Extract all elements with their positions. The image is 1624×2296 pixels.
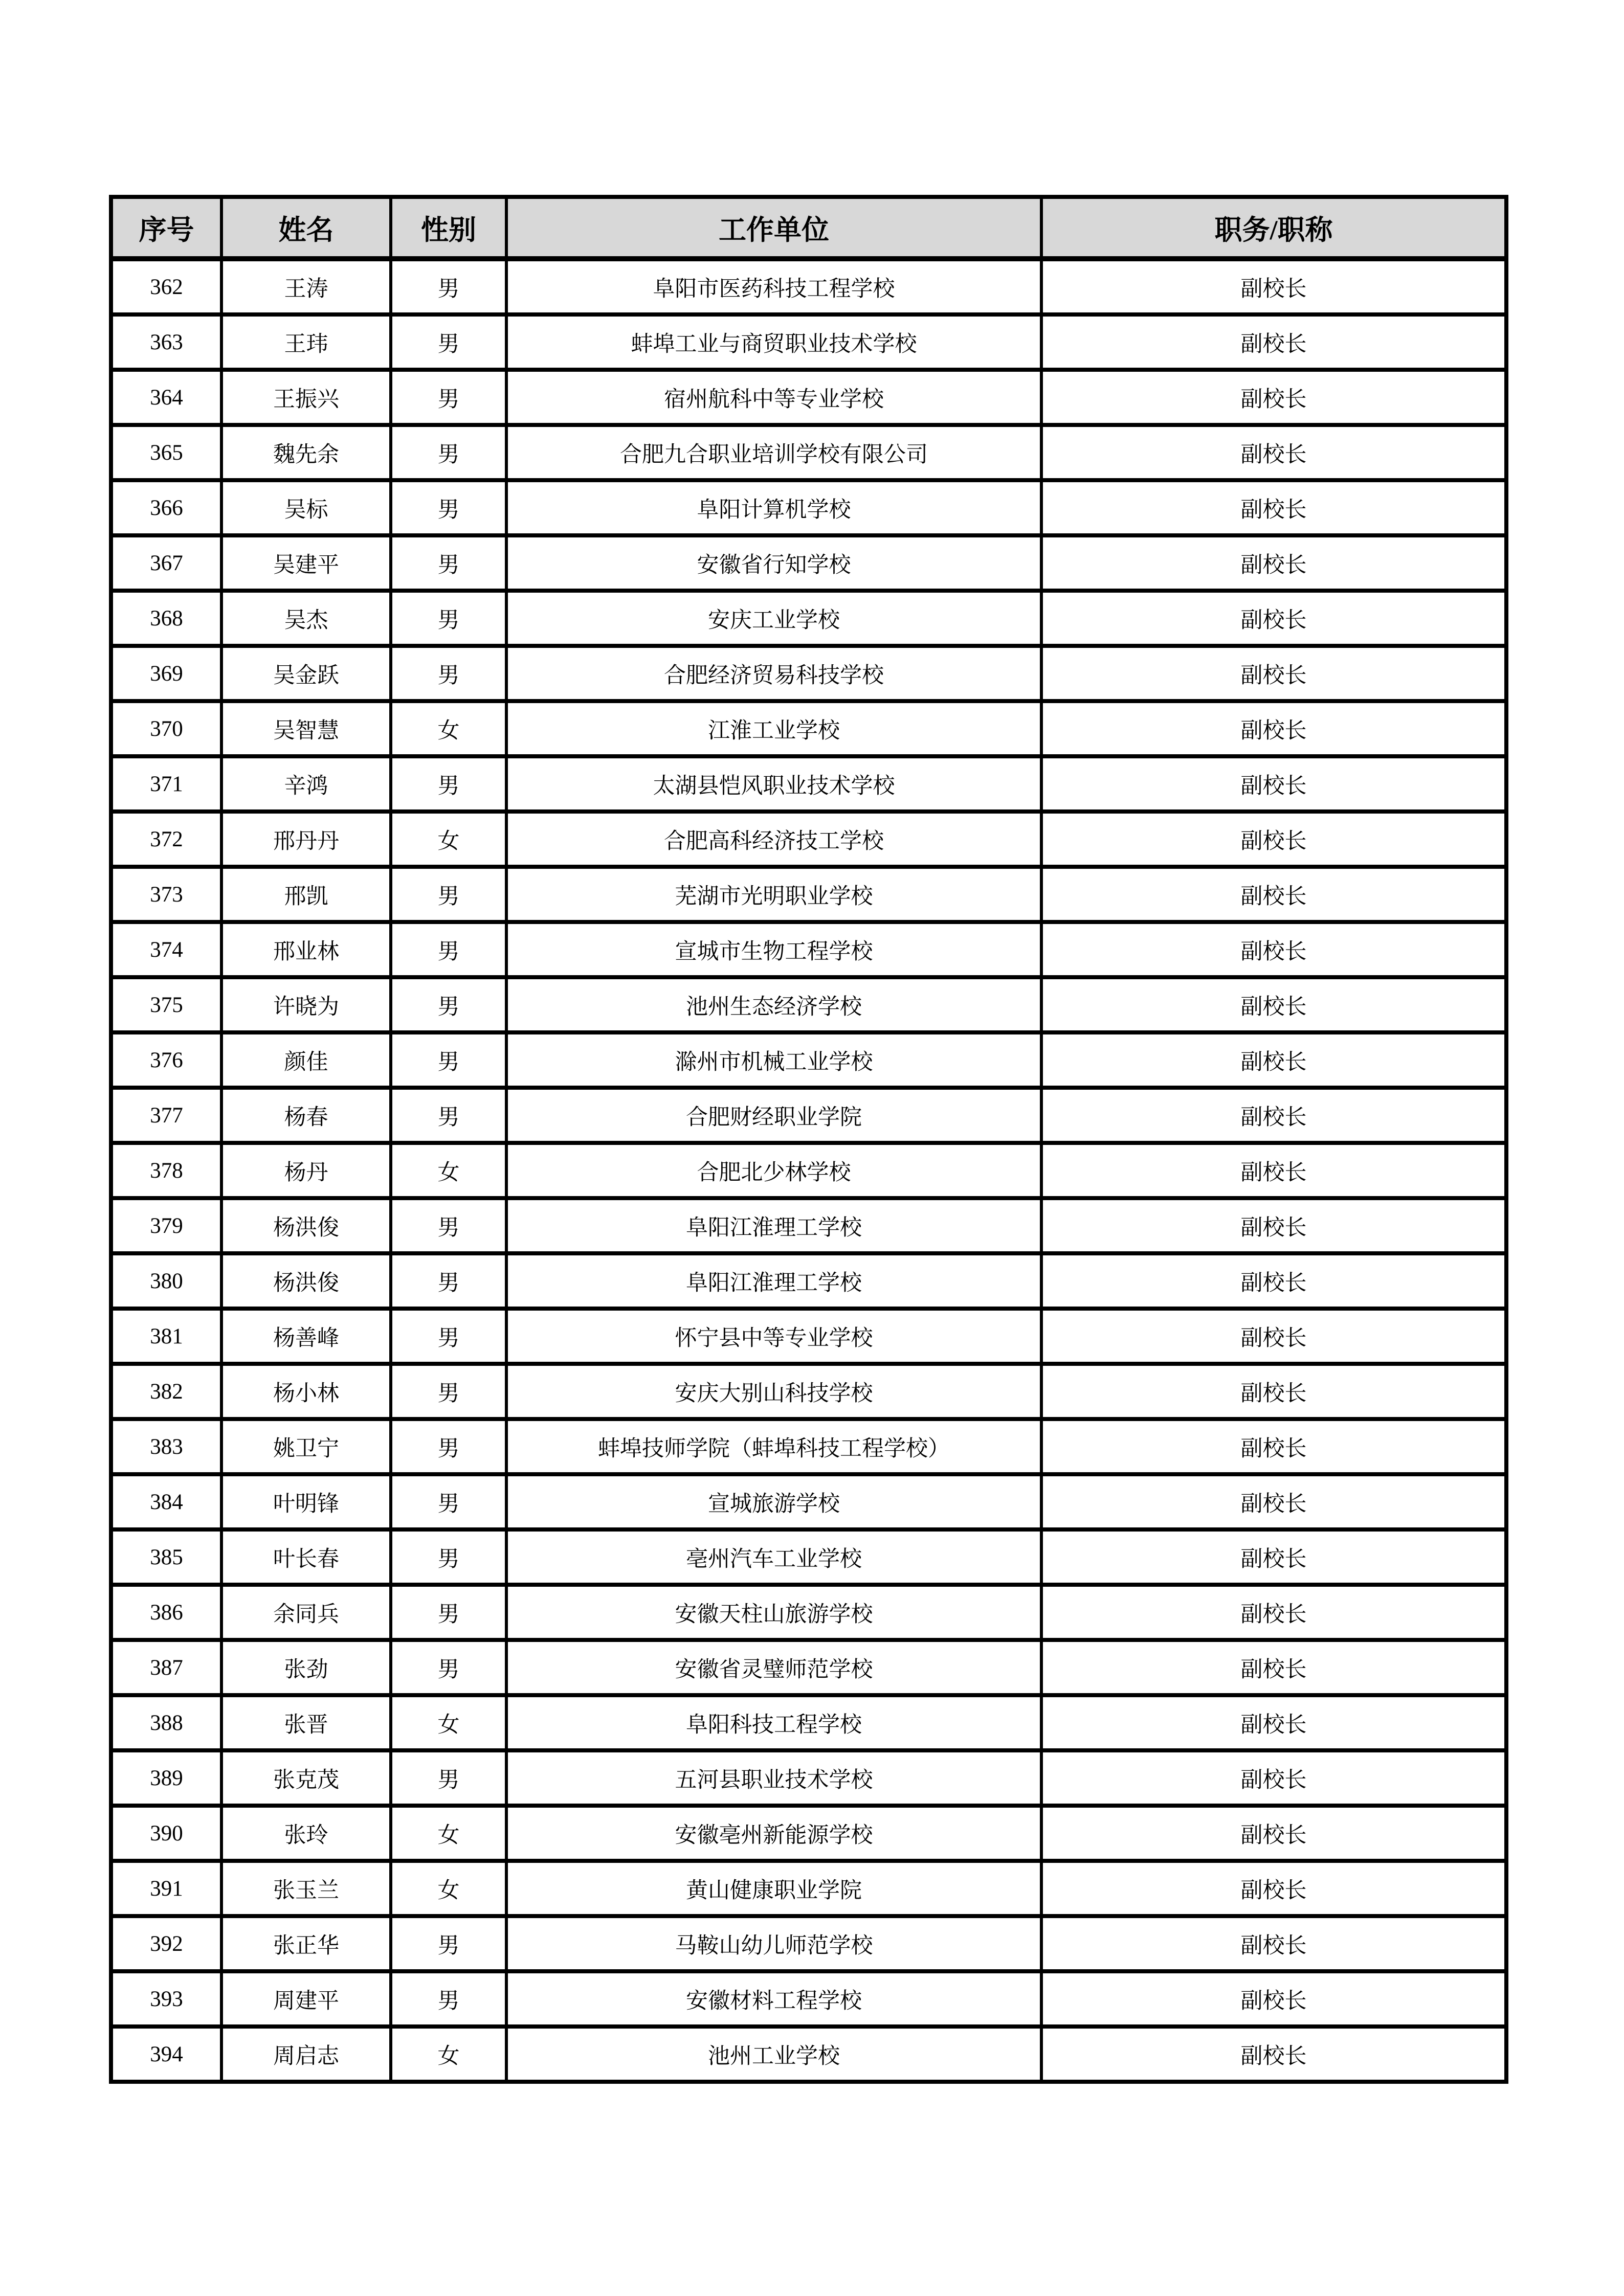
gender-cell: 男 (391, 480, 506, 535)
index-cell: 364 (111, 370, 221, 425)
table-row (111, 314, 1506, 370)
name-cell: 王涛 (221, 259, 391, 314)
gender-cell: 女 (391, 812, 506, 867)
gender-cell: 男 (391, 1640, 506, 1695)
index-cell: 366 (111, 480, 221, 535)
index-cell: 390 (111, 1806, 221, 1861)
table-row (111, 1419, 1506, 1474)
index-cell: 379 (111, 1198, 221, 1253)
gender-cell: 男 (391, 1309, 506, 1364)
unit-cell: 滁州市机械工业学校 (506, 1032, 1041, 1088)
table-row (111, 1861, 1506, 1916)
unit-cell: 宣城旅游学校 (506, 1474, 1041, 1529)
title-cell: 副校长 (1041, 425, 1506, 480)
unit-cell: 江淮工业学校 (506, 701, 1041, 756)
index-cell: 388 (111, 1695, 221, 1750)
name-cell: 张劲 (221, 1640, 391, 1695)
table-row (111, 1971, 1506, 2027)
index-cell: 375 (111, 977, 221, 1032)
title-cell: 副校长 (1041, 259, 1506, 314)
unit-cell: 芜湖市光明职业学校 (506, 867, 1041, 922)
unit-cell: 池州生态经济学校 (506, 977, 1041, 1032)
gender-cell: 男 (391, 977, 506, 1032)
name-cell: 姚卫宁 (221, 1419, 391, 1474)
gender-cell: 女 (391, 1861, 506, 1916)
gender-cell: 女 (391, 1143, 506, 1198)
unit-cell: 阜阳江淮理工学校 (506, 1253, 1041, 1309)
title-cell: 副校长 (1041, 1474, 1506, 1529)
table-row (111, 646, 1506, 701)
index-cell: 381 (111, 1309, 221, 1364)
gender-cell: 男 (391, 370, 506, 425)
name-cell: 杨善峰 (221, 1309, 391, 1364)
gender-cell: 男 (391, 314, 506, 370)
index-cell: 374 (111, 922, 221, 977)
unit-cell: 阜阳计算机学校 (506, 480, 1041, 535)
table-row (111, 701, 1506, 756)
name-cell: 吴杰 (221, 591, 391, 646)
unit-cell: 马鞍山幼儿师范学校 (506, 1916, 1041, 1971)
table-row (111, 370, 1506, 425)
gender-cell: 男 (391, 1364, 506, 1419)
table-row (111, 812, 1506, 867)
name-cell: 杨洪俊 (221, 1198, 391, 1253)
title-cell: 副校长 (1041, 1143, 1506, 1198)
table-row (111, 867, 1506, 922)
column-header-name: 姓名 (221, 197, 391, 259)
table-row (111, 1198, 1506, 1253)
name-cell: 吴智慧 (221, 701, 391, 756)
personnel-table (109, 195, 1508, 2084)
index-cell: 387 (111, 1640, 221, 1695)
name-cell: 邢凯 (221, 867, 391, 922)
title-cell: 副校长 (1041, 646, 1506, 701)
name-cell: 吴建平 (221, 535, 391, 591)
title-cell: 副校长 (1041, 1971, 1506, 2027)
title-cell: 副校长 (1041, 1640, 1506, 1695)
title-cell: 副校长 (1041, 1364, 1506, 1419)
index-cell: 389 (111, 1750, 221, 1806)
table-row (111, 1309, 1506, 1364)
table-row (111, 2027, 1506, 2082)
title-cell: 副校长 (1041, 480, 1506, 535)
column-header-gender: 性别 (391, 197, 506, 259)
name-cell: 魏先余 (221, 425, 391, 480)
name-cell: 邢丹丹 (221, 812, 391, 867)
title-cell: 副校长 (1041, 1806, 1506, 1861)
unit-cell: 蚌埠工业与商贸职业技术学校 (506, 314, 1041, 370)
title-cell: 副校长 (1041, 1419, 1506, 1474)
title-cell: 副校长 (1041, 867, 1506, 922)
index-cell: 377 (111, 1088, 221, 1143)
gender-cell: 男 (391, 1253, 506, 1309)
name-cell: 许晓为 (221, 977, 391, 1032)
index-cell: 373 (111, 867, 221, 922)
title-cell: 副校长 (1041, 2027, 1506, 2082)
index-cell: 383 (111, 1419, 221, 1474)
table-row (111, 480, 1506, 535)
index-cell: 392 (111, 1916, 221, 1971)
name-cell: 余同兵 (221, 1585, 391, 1640)
table-row (111, 1143, 1506, 1198)
title-cell: 副校长 (1041, 1861, 1506, 1916)
index-cell: 362 (111, 259, 221, 314)
gender-cell: 男 (391, 646, 506, 701)
name-cell: 杨洪俊 (221, 1253, 391, 1309)
title-cell: 副校长 (1041, 535, 1506, 591)
name-cell: 张克茂 (221, 1750, 391, 1806)
gender-cell: 男 (391, 1916, 506, 1971)
unit-cell: 合肥北少林学校 (506, 1143, 1041, 1198)
header-row (111, 197, 1506, 259)
name-cell: 吴标 (221, 480, 391, 535)
table-row (111, 535, 1506, 591)
name-cell: 周启志 (221, 2027, 391, 2082)
title-cell: 副校长 (1041, 1032, 1506, 1088)
unit-cell: 黄山健康职业学院 (506, 1861, 1041, 1916)
index-cell: 378 (111, 1143, 221, 1198)
index-cell: 365 (111, 425, 221, 480)
title-cell: 副校长 (1041, 1695, 1506, 1750)
index-cell: 363 (111, 314, 221, 370)
unit-cell: 五河县职业技术学校 (506, 1750, 1041, 1806)
gender-cell: 女 (391, 2027, 506, 2082)
unit-cell: 阜阳科技工程学校 (506, 1695, 1041, 1750)
name-cell: 张玉兰 (221, 1861, 391, 1916)
title-cell: 副校长 (1041, 1916, 1506, 1971)
unit-cell: 合肥经济贸易科技学校 (506, 646, 1041, 701)
index-cell: 380 (111, 1253, 221, 1309)
title-cell: 副校长 (1041, 701, 1506, 756)
gender-cell: 男 (391, 535, 506, 591)
index-cell: 391 (111, 1861, 221, 1916)
index-cell: 385 (111, 1529, 221, 1585)
title-cell: 副校长 (1041, 1198, 1506, 1253)
unit-cell: 阜阳市医药科技工程学校 (506, 259, 1041, 314)
table-row (111, 1585, 1506, 1640)
title-cell: 副校长 (1041, 1309, 1506, 1364)
index-cell: 372 (111, 812, 221, 867)
title-cell: 副校长 (1041, 591, 1506, 646)
gender-cell: 女 (391, 1695, 506, 1750)
unit-cell: 池州工业学校 (506, 2027, 1041, 2082)
table-row (111, 591, 1506, 646)
title-cell: 副校长 (1041, 1750, 1506, 1806)
gender-cell: 男 (391, 1419, 506, 1474)
table-row (111, 922, 1506, 977)
name-cell: 颜佳 (221, 1032, 391, 1088)
unit-cell: 安庆工业学校 (506, 591, 1041, 646)
table-body (111, 259, 1506, 2082)
table-row (111, 1529, 1506, 1585)
name-cell: 张正华 (221, 1916, 391, 1971)
index-cell: 369 (111, 646, 221, 701)
title-cell: 副校长 (1041, 1253, 1506, 1309)
title-cell: 副校长 (1041, 1585, 1506, 1640)
name-cell: 王振兴 (221, 370, 391, 425)
table-row (111, 259, 1506, 314)
name-cell: 吴金跃 (221, 646, 391, 701)
unit-cell: 合肥高科经济技工学校 (506, 812, 1041, 867)
name-cell: 王玮 (221, 314, 391, 370)
column-header-title: 职务/职称 (1041, 197, 1506, 259)
table-row (111, 1750, 1506, 1806)
gender-cell: 男 (391, 1088, 506, 1143)
index-cell: 367 (111, 535, 221, 591)
gender-cell: 男 (391, 1971, 506, 2027)
gender-cell: 男 (391, 1585, 506, 1640)
gender-cell: 男 (391, 922, 506, 977)
unit-cell: 合肥财经职业学院 (506, 1088, 1041, 1143)
gender-cell: 男 (391, 756, 506, 812)
index-cell: 384 (111, 1474, 221, 1529)
unit-cell: 蚌埠技师学院（蚌埠科技工程学校） (506, 1419, 1041, 1474)
unit-cell: 安徽材料工程学校 (506, 1971, 1041, 2027)
gender-cell: 女 (391, 1806, 506, 1861)
unit-cell: 太湖县恺风职业技术学校 (506, 756, 1041, 812)
gender-cell: 男 (391, 425, 506, 480)
name-cell: 周建平 (221, 1971, 391, 2027)
name-cell: 张晋 (221, 1695, 391, 1750)
column-header-unit: 工作单位 (506, 197, 1041, 259)
gender-cell: 女 (391, 701, 506, 756)
name-cell: 辛鸿 (221, 756, 391, 812)
gender-cell: 男 (391, 1750, 506, 1806)
table-row (111, 1032, 1506, 1088)
table-row (111, 1253, 1506, 1309)
unit-cell: 阜阳江淮理工学校 (506, 1198, 1041, 1253)
index-cell: 368 (111, 591, 221, 646)
table-row (111, 1088, 1506, 1143)
table-row (111, 756, 1506, 812)
gender-cell: 男 (391, 1474, 506, 1529)
index-cell: 376 (111, 1032, 221, 1088)
title-cell: 副校长 (1041, 314, 1506, 370)
title-cell: 副校长 (1041, 1088, 1506, 1143)
name-cell: 杨小林 (221, 1364, 391, 1419)
gender-cell: 男 (391, 1032, 506, 1088)
unit-cell: 宣城市生物工程学校 (506, 922, 1041, 977)
index-cell: 386 (111, 1585, 221, 1640)
title-cell: 副校长 (1041, 922, 1506, 977)
unit-cell: 合肥九合职业培训学校有限公司 (506, 425, 1041, 480)
column-header-index: 序号 (111, 197, 221, 259)
title-cell: 副校长 (1041, 977, 1506, 1032)
name-cell: 张玲 (221, 1806, 391, 1861)
name-cell: 叶长春 (221, 1529, 391, 1585)
table-row (111, 1916, 1506, 1971)
unit-cell: 亳州汽车工业学校 (506, 1529, 1041, 1585)
unit-cell: 怀宁县中等专业学校 (506, 1309, 1041, 1364)
title-cell: 副校长 (1041, 370, 1506, 425)
unit-cell: 安庆大别山科技学校 (506, 1364, 1041, 1419)
table-row (111, 425, 1506, 480)
unit-cell: 宿州航科中等专业学校 (506, 370, 1041, 425)
table-row (111, 1806, 1506, 1861)
name-cell: 杨丹 (221, 1143, 391, 1198)
gender-cell: 男 (391, 1529, 506, 1585)
index-cell: 370 (111, 701, 221, 756)
index-cell: 371 (111, 756, 221, 812)
title-cell: 副校长 (1041, 812, 1506, 867)
name-cell: 杨春 (221, 1088, 391, 1143)
table-row (111, 1474, 1506, 1529)
unit-cell: 安徽亳州新能源学校 (506, 1806, 1041, 1861)
table-row (111, 1695, 1506, 1750)
name-cell: 叶明锋 (221, 1474, 391, 1529)
table-row (111, 977, 1506, 1032)
index-cell: 394 (111, 2027, 221, 2082)
gender-cell: 男 (391, 259, 506, 314)
table-row (111, 1640, 1506, 1695)
index-cell: 393 (111, 1971, 221, 2027)
index-cell: 382 (111, 1364, 221, 1419)
title-cell: 副校长 (1041, 756, 1506, 812)
table-row (111, 1364, 1506, 1419)
unit-cell: 安徽天柱山旅游学校 (506, 1585, 1041, 1640)
gender-cell: 男 (391, 591, 506, 646)
name-cell: 邢业林 (221, 922, 391, 977)
gender-cell: 男 (391, 1198, 506, 1253)
title-cell: 副校长 (1041, 1529, 1506, 1585)
gender-cell: 男 (391, 867, 506, 922)
unit-cell: 安徽省行知学校 (506, 535, 1041, 591)
unit-cell: 安徽省灵璧师范学校 (506, 1640, 1041, 1695)
